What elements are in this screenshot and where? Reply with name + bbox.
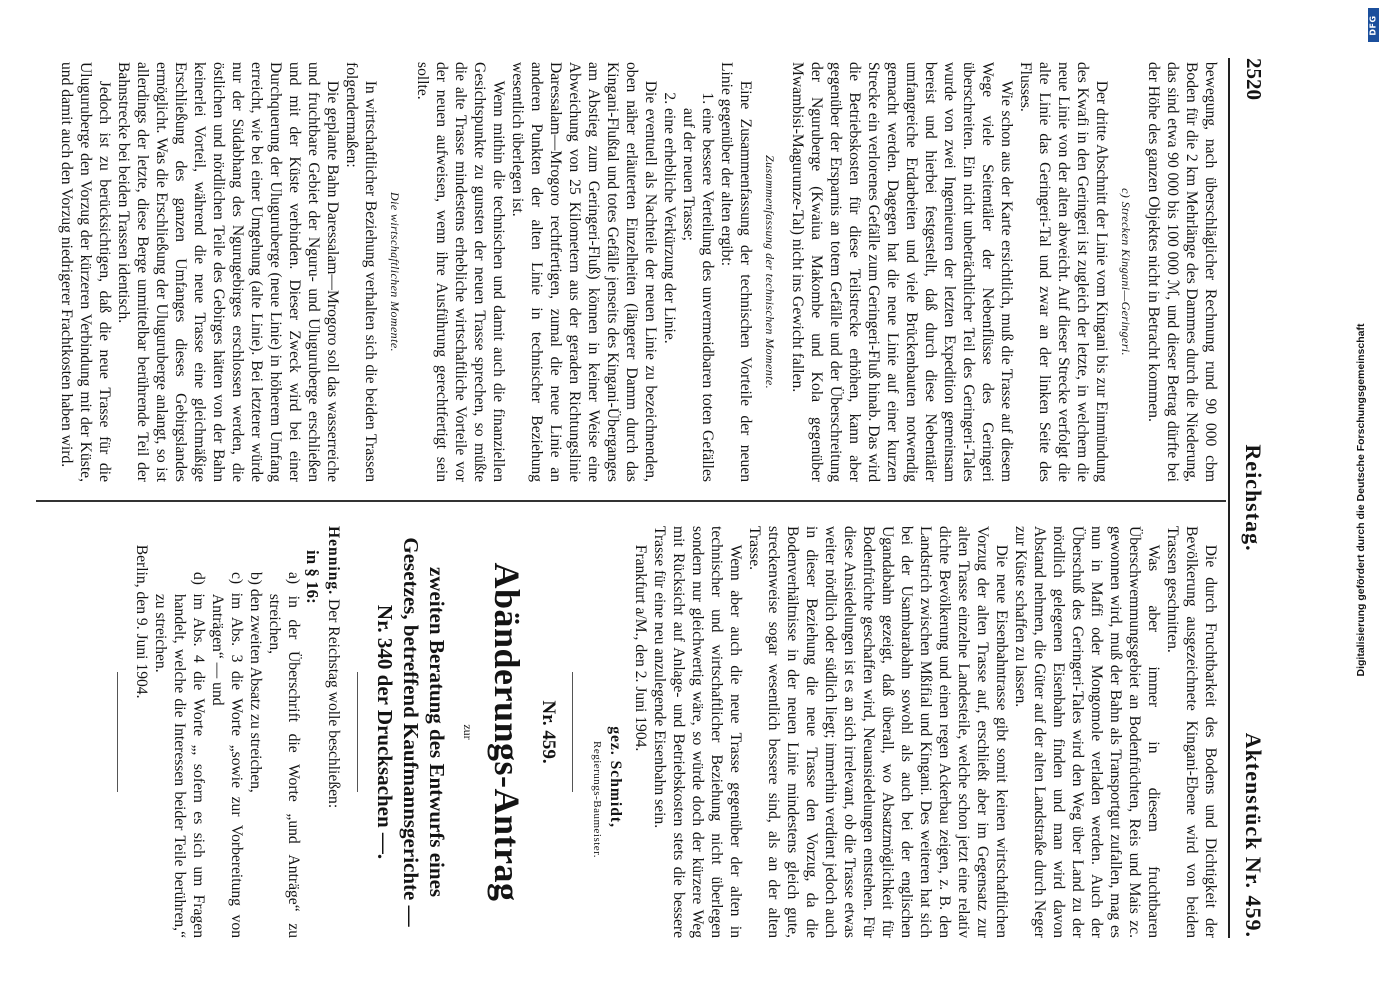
paragraph: Die eventuell als Nachteile der neuen Linie zu bezeichnenden, oben näher erläuterten Einzelheiten (längerer Damm durch das Kingani-Flußtal und totes Gefälle jenseits des Kingani-Überganges am Abstieg zum Geringeri-Fluß) können in keiner Weise eine Abweichung von 25 Kilometern aus der geraden Richtungslinie Daressalam—Mrogoro rechtfertigen, zumal die neue Linie an anderen Punkten der alten Linie in technischer Beziehung wesentlich überlegen ist. [509,62,659,482]
document-number: Nr. 459. [538,700,559,764]
paragraph: Die neue Eisenbahntrasse gibt somit keinen wirtschaftlichen Vorzug der alten Trasse auf, erschließt aber im Gegensatz zur alten Trasse einzelne Landesteile, welche schon jetzt eine relativ dichte Bevölkerung und einen regen Ackerbau zeigen, z. B. den Landstrich zwischen Mßifial und Kingani. Des weiteren hat sich bei der Usambarabahn sowohl als auch bei der englischen Ugandabahn gezeigt, daß überall, wo Absatzmöglichkeit für Bodenfrüchte geschaffen wird, Neuansiedelungen entstehen. Für diese Ansiedelungen ist es an sich irrelevant, ob die Trasse etwas weiter nördlich oder südlich liegt; immerhin verdient jedoch auch in dieser Beziehung die neue Trasse den Vorzug, da die Bodenverhältnisse in der neuen Linie mindestens gleich gute, streckenweise sogar wesentlich bessere sind, als an der alten Trasse. [746,526,1010,938]
motion-author: Henning. [325,526,342,596]
digitization-credit [1340,0,1383,1000]
list-item: 2. eine erhebliche Verkürzung der Linie. [660,108,679,482]
motion-items [151,550,322,938]
motion-item-list [151,550,303,938]
paragraph: Was aber immer in diesem fruchtbaren Überschwemmungsgebiet an Bodenfrüchten, Reis und Mais zc. gewonnen wird, muß der Bahn als Transportgut zufallen, mag es nun in Maffi oder Mongomole verladen werden. Auch der Überschuß des Geringeri-Tales wird den Weg über Land zu der nördlich gelegenen Eisenbahn finden und man wird davon Abstand nehmen, die Güter auf der alten Landstraße durch Neger zur Küste schaffen zu lassen. [1012,526,1162,938]
signature-name: gez. Schmidt, [607,726,624,828]
running-head [1236,58,1270,938]
motion-paragraph: in § 16: [303,550,322,604]
left-column [57,62,1220,482]
dfg-logo-text: DFG [1369,14,1379,36]
header-document-number: Aktenstück Nr. 459. [1241,732,1266,938]
paragraph: Die geplante Bahn Daressalam—Mrogoro soll das wasserreiche und fruchtbare Gebiet der Nguru- und Uluguruberge erschließen und mit der Küste verbinden. Dieser Zweck wird bei einer Durchquerung der Uluguruberge (neue Linie) in höherem Umfang erreicht, wie bei einer Umgehung (alte Linie). Bei letzterer würde nur der Südabhang des Ngurugebirges erschlossen werden, die östlichen und nördlichen Teile des Gebirges hätten von der Bahn keinerlei Vorteil, während die neue Trasse eine gleichmäßige Erschließung des ganzen Umfanges dieses Gebirgslandes ermöglicht. Was die Erschließung der Uluguruberge anlangt, so ist allerdings der letzte, diese Berge unmittelbar berührende Teil der Bahnstrecke bei beiden Trassen identisch. [115,62,341,482]
document-subtitle: zweiten Beratung des Entwurfs eines Gesetzes, betreffend Kaufmannsgerichte — Nr. 340 der Drucksachen —. [373,537,449,927]
motion-intro [324,526,343,938]
paragraph: Wie schon aus der Karte ersichtlich, muß die Trasse auf diesem Wege viele Seitentäler der Nebenflüsse des Geringeri überschreiten. Ein nicht unbeträchtlicher Teil des Geringeri-Tales wurde von zwei Ingenieuren der letzten Expedition gemeinsam bereist und hierbei festgestellt, daß durch diese Nebentäler umfangreiche Erdarbeiten und viele Brückenbauten notwendig gemacht werden. Dagegen hat die neue Linie auf einer kurzen Strecke ein verlorenes Gefälle zum Geringeri-Fluß hinab. Das wird die Betriebskosten für diese Teilstrecke erhöhen, kann aber gegenüber der Ersparnis an totem Gefälle und der Überschreitung der Nguruberge (Kwaiua Makombe und Kola gegenüber Mwambisi-Magurunze-Tal) nicht ins Gewicht fallen. [789,62,1015,482]
paragraph: Der dritte Abschnitt der Linie vom Kingani bis zur Einmündung des Kwafi in den Geringeri ist zugleich der letzte, in welchem die neue Linie von der alten abweicht. Auf dieser Strecke verfolgt die alte Linie das Geringeri-Tal und zwar an der linken Seite des Flusses. [1017,62,1110,482]
header-center: Reichstag. [1241,444,1266,552]
paragraph: Wenn aber auch die neue Trasse gegenüber der alten in technischer und wirtschaftlicher Beziehung nicht überlegen sondern nur gleichwertig wäre, so würde doch der kürzere Weg mit Rücksicht auf Anlage- und Betriebskosten stets die bessere Trasse für eine neu anzulegende Eisenbahn sein. [651,526,744,938]
section-heading: Zusammenfassung der technischen Momente. [763,155,777,389]
credit-text: Digitalisierung gefördert durch die Deutsche Forschungsgemeinschaft [1355,323,1367,677]
right-column [103,526,1220,938]
dfg-logo [1368,8,1379,42]
advantages-list [660,62,717,482]
document-title: Abänderungs-Antrag [487,562,527,902]
section-heading: Die wirtschaftlichen Momente. [388,192,402,352]
paragraph: Wenn mithin die technischen und damit auch die finanziellen Gesichtspunkte zu gunsten der neuen Trasse sprechen, so müßte die alte Trasse mindestens erhebliche wirtschaftliche Vorteile vor der neuen aufweisen, wenn ihre Ausführung gerechtfertigt sein sollte. [414,62,507,482]
motion-item: b) den zweiten Absatz zu streichen, [247,572,264,793]
list-item: 1. eine bessere Verteilung des unvermeidbaren toten Gefälles auf der neuen Trasse; [679,108,717,482]
header-rule [1228,58,1230,938]
signature [606,526,625,938]
document-zur: zur [461,724,475,740]
motion-text: Der Reichstag wolle beschließen: [325,599,342,809]
paragraph: In wirtschaftlicher Beziehung verhalten sich die beiden Trassen folgendermaßen: [343,62,379,482]
column-divider [36,500,1226,502]
motion-item: c) im Abs. 3 die Worte „sowie zur Vorbereitung von Anträgen“ — und [209,572,245,938]
paragraph: Die durch Fruchtbarkeit des Bodens und Dichtigkeit der Bevölkerung ausgezeichnete Kingani-Ebene wird von beiden Trassen geschnitten. [1164,526,1219,938]
section-heading: c) Strecken Kingani—Geringeri. [1119,188,1133,356]
paragraph: Eine Zusammenfassung der technischen Vorteile der neuen Linie gegenüber der alten ergibt: [718,62,754,482]
motion-item: d) im Abs. 4 die Worte „, sofern es sich um Fragen handelt, welche die Interessen beider Teile berühren,“ zu streichen. [152,572,207,938]
separator-rule [572,672,573,792]
paragraph: bewegung, nach überschläglicher Rechnung rund 90 000 cbm Boden für die 2 km Mehrlänge des Dammes durch die Niederung, das sind etwa 90 000 bis 100 000 ℳ, und dieser Betrag dürfte bei der Höhe des ganzen Objektes nicht in Betracht kommen. [1145,62,1219,482]
motion-item: a) in der Überschrift die Worte „und Anträge“ zu streichen, [266,572,302,938]
separator-rule [117,672,118,792]
signature-title: Regierungs-Baumeister. [591,740,603,858]
place-date: Frankfurt a/M., den 2. Juni 1904. [632,544,649,752]
separator-rule [357,672,358,792]
paragraph: Jedoch ist zu berücksichtigen, daß die neue Trasse für die Uluguruberge den Vorzug der kürzeren Verbindung mit der Küste, und damit auch den Vorzug niedrigerer Frachtkosten haben wird. [58,62,113,482]
page-number: 2520 [1242,58,1266,100]
motion-date: Berlin, den 9. Juni 1904. [133,544,150,699]
